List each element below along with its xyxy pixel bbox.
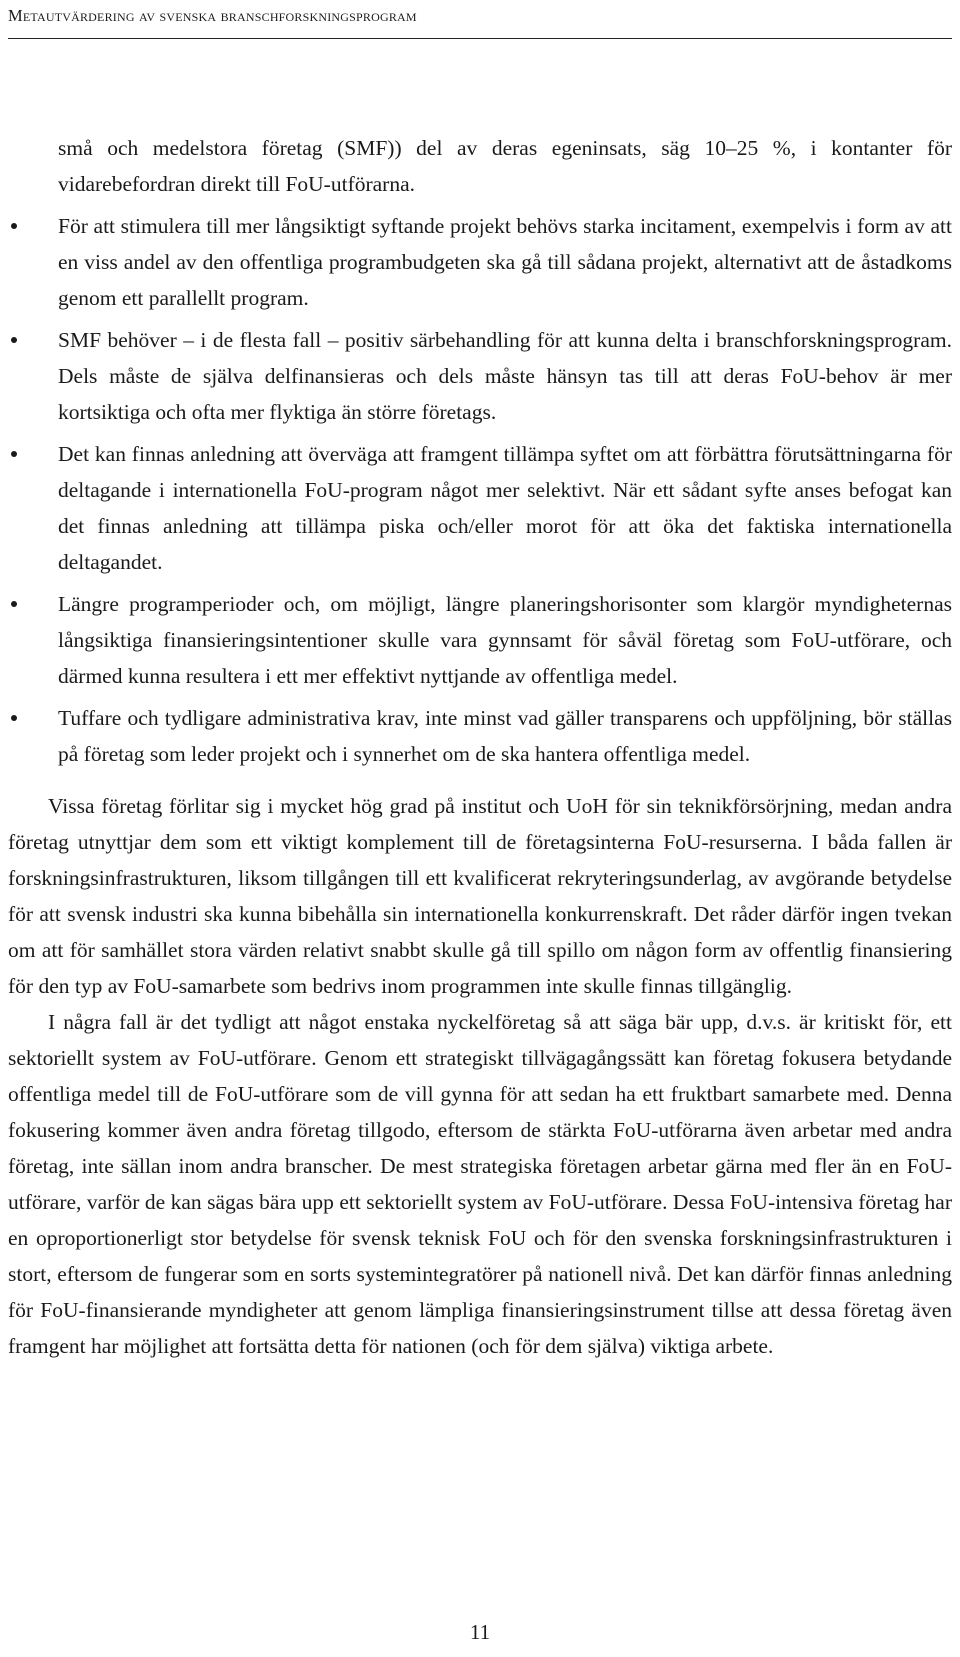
continued-bullet-text: små och medelstora företag (SMF)) del av deras egeninsats, säg 10–25 %, i kontanter för vidarebefordran direkt till FoU-utförarna. (58, 136, 952, 196)
page-body (8, 130, 952, 1364)
list-item: SMF behöver – i de flesta fall – positiv särbehandling för att kunna delta i branschforskningsprogram. Dels måste de själva delfinansieras och dels måste hänsyn tas till att deras FoU-behov är mer kortsiktiga och ofta mer flyktiga än större företags. (8, 322, 952, 430)
list-item: Tuffare och tydligare administrativa krav, inte minst vad gäller transparens och uppföljning, bör ställas på företag som leder projekt och i synnerhet om de ska hantera offentliga medel. (8, 700, 952, 772)
header-rule (8, 38, 952, 39)
list-item: Längre programperioder och, om möjligt, längre planeringshorisonter som klargör myndigheternas långsiktiga finansieringsintentioner skulle vara gynnsamt för såväl företag som FoU-utförare, och därmed kunna resultera i ett mer effektivt nyttjande av offentliga medel. (8, 586, 952, 694)
body-paragraph: I några fall är det tydligt att något enstaka nyckelföretag så att säga bär upp, d.v.s. är kritiskt för, ett sektoriellt system av FoU-utförare. Genom ett strategiskt tillvägagångssätt kan företag fokusera betydande offentliga medel till de FoU-utförare som de vill gynna för att sedan ha ett fruktbart samarbete med. Denna fokusering kommer även andra företag tillgodo, eftersom de stärkta FoU-utförarna även arbetar med andra företag, inte sällan inom andra branscher. De mest strategiska företagen arbetar gärna med fler än en FoU-utförare, varför de kan sägas bära upp ett sektoriellt system av FoU-utförare. Dessa FoU-intensiva företag har en oproportionerligt stor betydelse för svensk teknisk FoU och för den svenska forskningsinfrastrukturen i stort, eftersom de fungerar som en sorts systemintegratörer på nationell nivå. Det kan därför finnas anledning för FoU-finansierande myndigheter att genom lämpliga finansieringsinstrument tillse att dessa företag även framgent har möjlighet att fortsätta detta för nationen (och för dem själva) viktiga arbete. (8, 1010, 952, 1358)
list-item: Det kan finnas anledning att överväga att framgent tillämpa syftet om att förbättra förutsättningarna för deltagande i internationella FoU-program något mer selektivt. När ett sådant syfte anses befogat kan det finnas anledning att tillämpa piska och/eller morot för att öka det faktiska internationella deltagandet. (8, 436, 952, 580)
page-number: 11 (469, 1620, 491, 1644)
recommendation-list (8, 208, 952, 772)
body-paragraph: Vissa företag förlitar sig i mycket hög grad på institut och UoH för sin teknikförsörjning, medan andra företag utnyttjar dem som ett viktigt komplement till de företagsinterna FoU-resurserna. I båda fallen är forskningsinfrastrukturen, liksom tillgången till ett kvalificerat rekryteringsunderlag, av avgörande betydelse för att svensk industri ska kunna bibehålla sin internationella konkurrenskraft. Det råder därför ingen tvekan om att för samhället stora värden relativt snabbt skulle gå till spillo om någon form av offentlig finansiering för den typ av FoU-samarbete som bedrivs inom programmen inte skulle finnas tillgänglig. (8, 794, 952, 998)
running-header: Metautvärdering av svenska branschforskningsprogram (8, 6, 417, 25)
list-item: För att stimulera till mer långsiktigt syftande projekt behövs starka incitament, exempelvis i form av att en viss andel av den offentliga programbudgeten ska gå till sådana projekt, alternativt att de åstadkoms genom ett parallellt program. (8, 208, 952, 316)
